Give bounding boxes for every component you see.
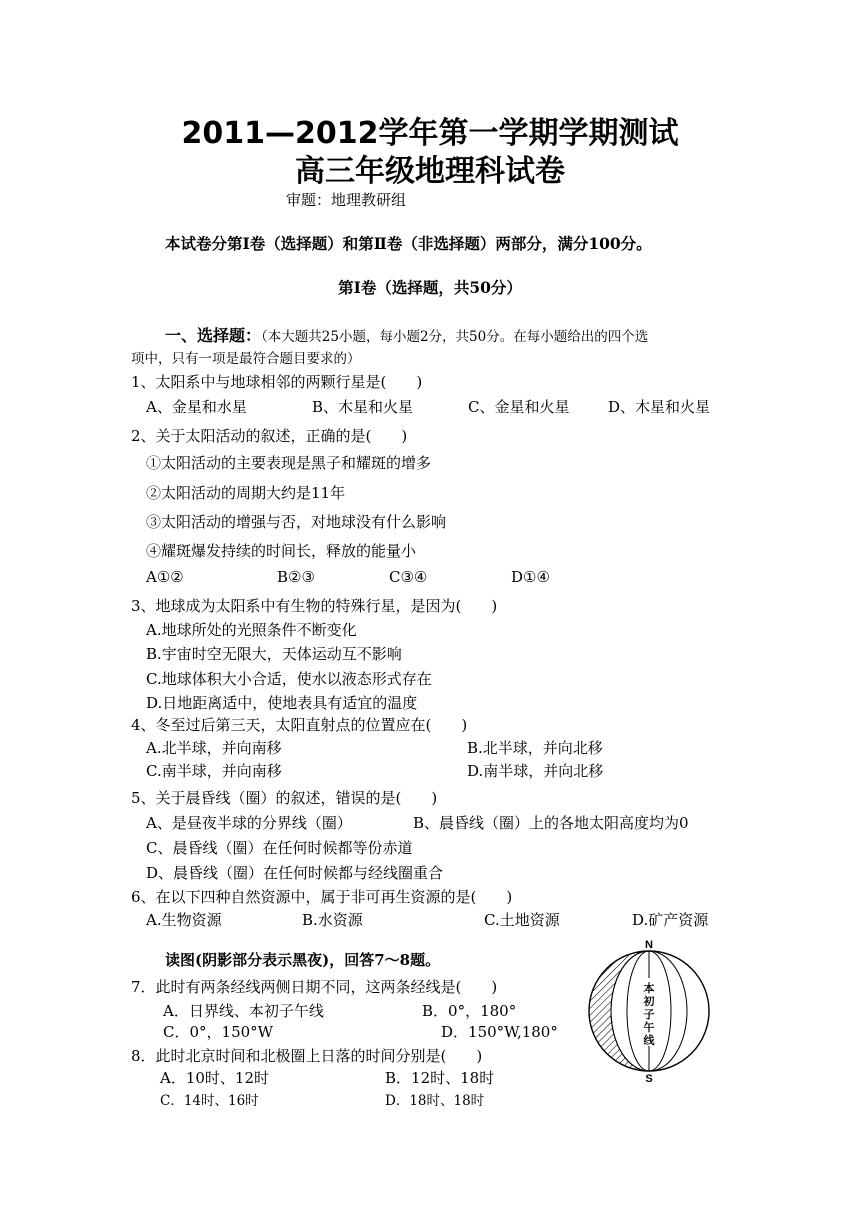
q6-option-c: C.土地资源 (484, 911, 560, 929)
q1-option-a: A、金星和水星 (146, 398, 247, 416)
q2-statement-2: ②太阳活动的周期大约是11年 (146, 484, 346, 502)
q3-option-c: C.地球体积大小合适，使水以液态形式存在 (146, 670, 432, 688)
q2-statement-4: ④耀斑爆发持续的时间长，释放的能量小 (146, 542, 417, 560)
q6-option-b: B.水资源 (302, 911, 363, 929)
q5-stem: 5、关于晨昏线（圈）的叙述，错误的是( ) (131, 789, 438, 807)
exam-title-line2: 高三年级地理科试卷 (295, 154, 565, 189)
q7-option-d: D．150°W,180° (441, 1023, 558, 1041)
q4-option-b: B.北半球，并向北移 (467, 739, 603, 757)
q7-option-a: A．日界线、本初子午线 (163, 1002, 324, 1020)
q8-option-a: A．10时、12时 (160, 1069, 270, 1087)
q3-option-b: B.宇宙时空无限大，天体运动互不影响 (146, 645, 402, 663)
part1-instructions-text: （本大题共25小题，每小题2分，共50分。在每小题给出的四个选 (261, 329, 649, 345)
q3-option-a: A.地球所处的光照条件不断变化 (146, 621, 357, 639)
north-label: N (645, 939, 653, 951)
q1-stem: 1、太阳系中与地球相邻的两颗行星是( ) (131, 373, 423, 391)
reviewer-note: 审题：地理教研组 (286, 191, 407, 209)
q1-option-c: C、金星和火星 (468, 398, 570, 416)
meridian-label-char: 子 (643, 1008, 655, 1021)
globe-diagram (584, 936, 714, 1086)
q7-option-b: B．0°，180° (422, 1002, 517, 1020)
meridian-label-char: 初 (643, 995, 655, 1008)
q2-statement-3: ③太阳活动的增强与否，对地球没有什么影响 (146, 513, 447, 531)
south-label: S (645, 1073, 653, 1085)
section-title: 第Ⅰ卷（选择题，共50分） (338, 278, 522, 297)
q1-option-b: B、木星和火星 (312, 398, 414, 416)
q6-option-a: A.生物资源 (146, 911, 222, 929)
q2-statement-1: ①太阳活动的主要表现是黑子和耀斑的增多 (146, 454, 432, 472)
q8-option-d: D．18时、18时 (385, 1093, 485, 1109)
q5-option-c: C、晨昏线（圈）在任何时候都等份赤道 (146, 839, 413, 857)
q2-option-d: D①④ (511, 568, 550, 586)
q5-option-b: B、晨昏线（圈）上的各地太阳高度均为0 (413, 814, 689, 832)
exam-title-line1: 2011—2012学年第一学期学期测试 (181, 116, 679, 151)
meridian-label-char: 线 (643, 1034, 655, 1047)
meridian-label-char: 午 (643, 1021, 655, 1034)
part1-instructions-line1 (165, 323, 648, 346)
q8-option-c: C．14时、16时 (160, 1093, 259, 1109)
q4-stem: 4、冬至过后第三天，太阳直射点的位置应在( ) (131, 716, 468, 734)
q5-option-a: A、是昼夜半球的分界线（圈） (146, 814, 352, 832)
meridian-label-char: 本 (643, 982, 655, 995)
part1-heading: 一、选择题： (165, 326, 262, 345)
q6-stem: 6、在以下四种自然资源中，属于非可再生资源的是( ) (131, 888, 513, 906)
q2-stem: 2、关于太阳活动的叙述，正确的是( ) (131, 427, 408, 445)
q7-option-c: C．0°，150°W (163, 1023, 274, 1041)
q4-option-d: D.南半球，并向北移 (467, 762, 604, 780)
q3-stem: 3、地球成为太阳系中有生物的特殊行星，是因为( ) (131, 597, 498, 615)
exam-intro: 本试卷分第Ⅰ卷（选择题）和第Ⅱ卷（非选择题）两部分，满分100分。 (165, 234, 652, 253)
q8-option-b: B．12时、18时 (385, 1069, 495, 1087)
q3-option-d: D.日地距离适中，使地表具有适宜的温度 (146, 694, 418, 712)
q5-option-d: D、晨昏线（圈）在任何时候都与经线圈重合 (146, 864, 444, 882)
reading-prompt: 读图(阴影部分表示黑夜)，回答7～8题。 (165, 951, 441, 969)
q2-option-c: C③④ (389, 568, 428, 586)
q7-stem: 7．此时有两条经线两侧日期不同，这两条经线是( ) (131, 978, 498, 996)
q4-option-a: A.北半球，并向南移 (146, 739, 282, 757)
part1-instructions-line2: 项中，只有一项是最符合题目要求的） (131, 351, 361, 367)
q4-option-c: C.南半球，并向南移 (146, 762, 282, 780)
q8-stem: 8．此时北京时间和北极圈上日落的时间分别是( ) (131, 1047, 483, 1065)
q2-option-a: A①② (146, 568, 184, 586)
q6-option-d: D.矿产资源 (632, 911, 709, 929)
q1-option-d: D、木星和火星 (608, 398, 711, 416)
q2-option-b: B②③ (277, 568, 315, 586)
